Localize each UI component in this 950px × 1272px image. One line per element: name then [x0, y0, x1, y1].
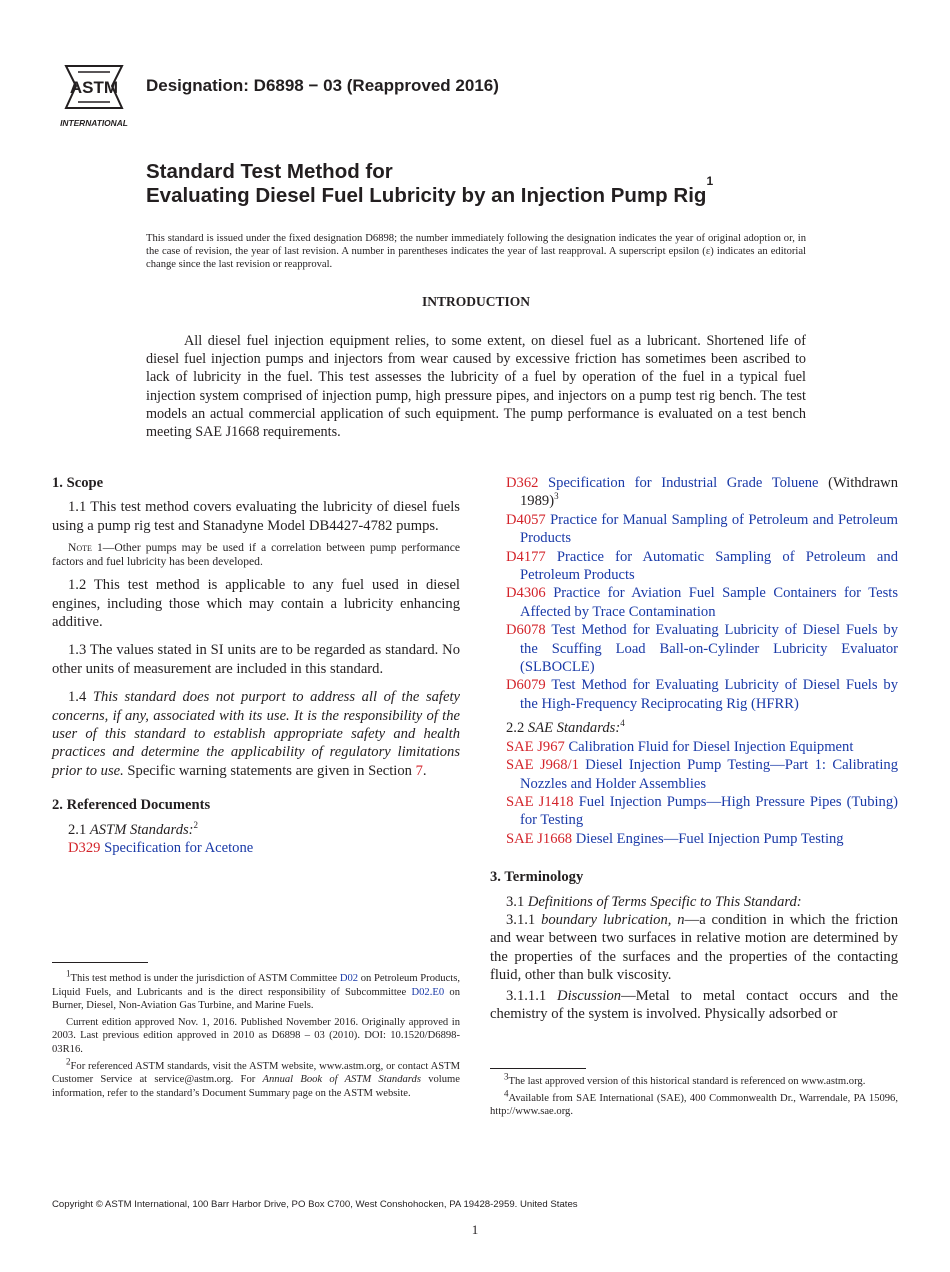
para-3-1-1: 3.1.1 boundary lubrication, n—a condition in which the friction and wear between two surfaces in relative motion are determined by the properties of the surfaces and the properties of the contacting fluid, other than bulk viscosity. [490, 911, 898, 984]
right-column [490, 474, 898, 1029]
para-3-1: 3.1 Definitions of Terms Specific to This Standard: [506, 893, 802, 910]
referenced-documents-heading: 2. Referenced Documents [52, 797, 211, 814]
astm-ref-d329[interactable]: D329 Specification for Acetone [68, 840, 254, 857]
sae-ref-j968-1[interactable]: SAE J968/1 Diesel Injection Pump Testing—Part 1: Calibrating Nozzles and Holder Assemblies [506, 757, 898, 792]
left-column [52, 474, 460, 858]
footnote-4: $^4$Available from SAE International (SAE), 400 Commonwealth Dr., Warrendale, PA 15096, http://www.sae.org. [490, 1088, 898, 1118]
svg-text:INTERNATIONAL: INTERNATIONAL [60, 118, 128, 128]
para-3-1-1-1: 3.1.1.1 Discussion—Metal to metal contact occurs and the chemistry of the system is involved. Physically adsorbed or [490, 987, 898, 1022]
astm-ref-d6079[interactable]: D6079 Test Method for Evaluating Lubricity of Diesel Fuels by the High-Frequency Reciprocating Rig (HFRR) [506, 677, 898, 712]
title-line-2: Evaluating Diesel Fuel Lubricity by an Injection Pump Rig$^1$ [146, 174, 714, 207]
terminology-heading: 3. Terminology [490, 869, 584, 886]
footnotes-right [490, 1071, 898, 1122]
page-number: 1 [471, 1222, 479, 1237]
sae-ref-j1418[interactable]: SAE J1418 Fuel Injection Pumps—High Pressure Pipes (Tubing) for Testing [506, 793, 899, 829]
subcommittee-d02e0-link[interactable]: D02.E0 [411, 986, 445, 998]
footnote-2: $^2$For referenced ASTM standards, visit the ASTM website, www.astm.org, or contact ASTM Customer Service at service@astm.org. For Annual Book of ASTM Standards volume information, refer to the standard’s Document Summary page on the ASTM website. [52, 1056, 460, 1099]
copyright-line: Copyright © ASTM International, 100 Barr Harbor Drive, PO Box C700, West Conshohocken, PA 19428-2959. United States [52, 1199, 578, 1210]
footnotes-left [52, 968, 460, 1103]
para-2-2: 2.2 SAE Standards:$^4$ [506, 718, 625, 737]
designation: Designation: D6898 − 03 (Reapproved 2016) [146, 76, 499, 95]
para-1-1: 1.1 This test method covers evaluating the lubricity of diesel fuels using a pump rig test and Stanadyne Model DB4427-4782 pumps. [52, 499, 460, 534]
issued-note: This standard is issued under the fixed designation D6898; the number immediately following the designation indicates the year of original adoption or, in the case of revision, the year of last revision. A number in parentheses indicates the year of last reapproval. A superscript epsilon (ε) indicates an editorial change since the last revision or reapproval. [146, 233, 806, 270]
document-title [146, 160, 713, 208]
footnote-rule-right [490, 1068, 586, 1069]
committee-d02-link[interactable]: D02 [339, 973, 359, 984]
title-line-1: Standard Test Method for [146, 160, 393, 183]
para-1-3: 1.3 The values stated in SI units are to be regarded as standard. No other units of measurement are included in this standard. [52, 642, 460, 677]
astm-logo [52, 60, 136, 132]
sae-ref-j1668[interactable]: SAE J1668 Diesel Engines—Fuel Injection Pump Testing [506, 830, 844, 847]
footnote-1-edition: Current edition approved Nov. 1, 2016. Published November 2016. Originally approved in 2003. Last previous edition approved in 2010 as D6898 – 03 (2010). DOI: 10.1520/D6898-03R16. [52, 1016, 460, 1055]
astm-ref-d4177[interactable]: D4177 Practice for Automatic Sampling of Petroleum and Petroleum Products [506, 548, 898, 584]
svg-text:ASTM: ASTM [69, 78, 119, 97]
footnote-1: $^1$This test method is under the jurisdiction of ASTM Committee D02 on Petroleum Products, Liquid Fuels, and Lubricants and is the direct responsibility of Subcommittee D02.E0 on Burner, Diesel, Non-Aviation Gas Turbine, and Marine Fuels. [52, 968, 460, 1012]
introduction-body: All diesel fuel injection equipment relies, to some extent, on diesel fuel as a lubricant. Shortened life of diesel fuel injection pumps and injectors from wear caused by excessive friction has sometimes been ascribed to lack of lubricity in the fuel. This test assesses the lubricity of a fuel by operation of the fuel in a typical fuel injection system comprised of injection pump, high pressure pipes, and injectors on a pump test rig bench. The test models an actual commercial application of such equipment. The pump performance is evaluated on a test bench meeting SAE J1668 requirements. [146, 333, 806, 441]
sae-ref-j967[interactable]: SAE J967 Calibration Fluid for Diesel Injection Equipment [506, 738, 854, 755]
note-1: Note 1—Other pumps may be used if a correlation between pump performance factors and fuel lubricity has been developed. [52, 541, 460, 569]
title-footnote-mark: 1 [706, 174, 714, 188]
footnote-3: $^3$The last approved version of this historical standard is referenced on www.astm.org. [504, 1071, 866, 1087]
introduction-heading: INTRODUCTION [421, 294, 530, 309]
astm-ref-d362[interactable]: D362 Specification for Industrial Grade Toluene (Withdrawn 1989)$^3$ [506, 475, 899, 510]
footnote-rule-left [52, 962, 148, 963]
para-1-2: 1.2 This test method is applicable to any fuel used in diesel engines, including those which may contain a lubricity enhancing additive. [52, 577, 460, 631]
section-7-link[interactable]: 7 [415, 762, 423, 779]
astm-ref-d6078[interactable]: D6078 Test Method for Evaluating Lubricity of Diesel Fuels by the Scuffing Load Ball-on-Cylinder Lubricity Evaluator (SLBOCLE) [506, 622, 898, 676]
para-2-1: 2.1 ASTM Standards:$^2$ [68, 819, 199, 838]
scope-heading: 1. Scope [52, 475, 104, 491]
para-1-4: 1.4 This standard does not purport to address all of the safety concerns, if any, associated with its use. It is the responsibility of the user of this standard to establish appropriate safety and health practices and determine the applicability of regulatory limitations prior to use. Specific warning statements are given in Section 7. [52, 689, 460, 779]
astm-ref-d4057[interactable]: D4057 Practice for Manual Sampling of Petroleum and Petroleum Products [506, 511, 898, 547]
astm-ref-d4306[interactable]: D4306 Practice for Aviation Fuel Sample Containers for Tests Affected by Trace Contamination [506, 585, 898, 620]
